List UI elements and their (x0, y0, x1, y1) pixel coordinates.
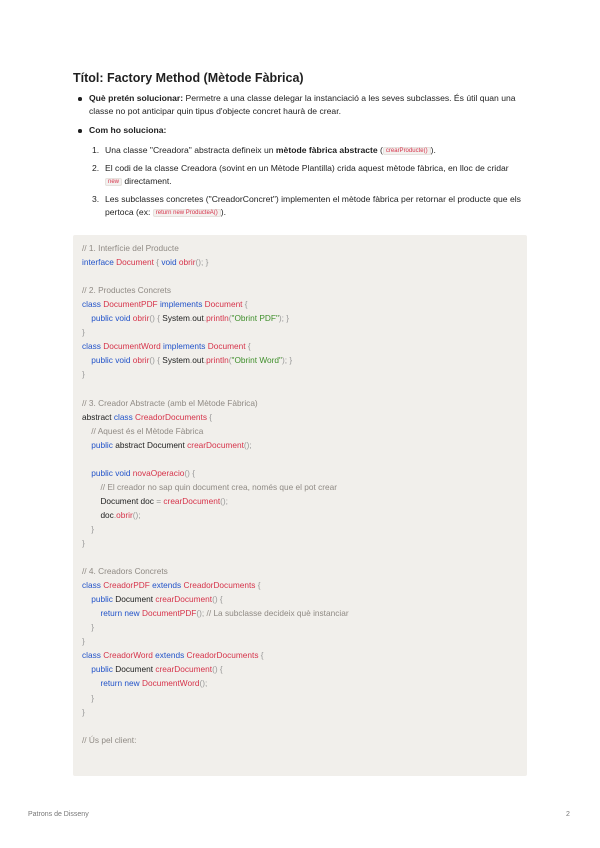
step-text: directament. (122, 176, 172, 187)
code-line (82, 719, 349, 733)
code-token: obrir (132, 313, 150, 324)
code-token: class (113, 411, 136, 422)
code-token: . (203, 355, 207, 366)
code-token: interface (82, 257, 117, 268)
code-token (82, 482, 100, 492)
code-token: // 1. Interfície del Producte (82, 243, 179, 253)
code-token: novaOperacio (132, 467, 185, 478)
code-line (82, 353, 349, 367)
code-token: (); } (195, 257, 209, 268)
code-token: class (82, 580, 104, 591)
step-item (89, 144, 523, 158)
code-line (82, 705, 349, 719)
code-token: implements (163, 341, 208, 352)
code-line (82, 367, 349, 381)
code-token: return new (100, 608, 142, 619)
code-token: { (209, 411, 213, 422)
code-token: "Obrint Word" (231, 355, 282, 366)
code-token: Document (116, 257, 157, 268)
code-token (82, 313, 91, 323)
code-line (82, 691, 349, 705)
code-token (82, 622, 91, 632)
code-token: // La subclasse decideix què instanciar (206, 608, 349, 619)
code-token: DocumentPDF (141, 608, 197, 619)
code-token: crearDocument (155, 594, 213, 605)
code-token: ); } (278, 313, 290, 324)
code-token (82, 608, 100, 618)
code-token: } (82, 369, 85, 380)
code-token: crearDocument (155, 664, 213, 675)
code-token: // 4. Creadors Concrets (82, 566, 168, 577)
code-token: abstract Document (115, 439, 188, 450)
code-token: void (161, 257, 179, 268)
code-token: public (91, 664, 116, 675)
code-token: } (82, 537, 85, 548)
code-token: ); } (281, 355, 293, 366)
code-line (82, 381, 349, 395)
code-token: } (82, 327, 85, 338)
step-number: 2. (92, 162, 100, 173)
code-line (82, 410, 349, 424)
step-text: El codi de la classe Creadora (sovint en un Mètode Plantilla) crida aquest mètode fàbrica, en lloc de cridar (105, 162, 509, 173)
code-token: extends (155, 650, 187, 661)
code-token: = (156, 495, 164, 506)
code-token (82, 524, 91, 534)
code-token: () { (149, 313, 163, 324)
code-line (82, 438, 349, 452)
code-token: . (113, 509, 117, 520)
code-token (82, 678, 100, 688)
code-token: class (82, 299, 104, 310)
step-text: ). (430, 144, 436, 155)
code-token: (); (220, 495, 228, 506)
code-token: DocumentWord (103, 341, 164, 352)
code-token: () { (212, 664, 223, 675)
code-token: DocumentPDF (103, 299, 160, 310)
code-line (82, 466, 349, 480)
code-token: } (82, 636, 85, 647)
code-line (82, 733, 349, 747)
code-token: (); (196, 608, 207, 619)
code-token: obrir (132, 355, 150, 366)
code-token: public (91, 439, 116, 450)
code-token: ( (228, 355, 232, 366)
problem-text: Permetre a una classe delegar la instanciació a les seves subclasses. És útil quan una classe no pot anticipar quin tipus d'objecte concret haurà de crear. (89, 93, 516, 117)
code-token: } (91, 523, 95, 534)
code-token (82, 664, 91, 674)
code-token: CreadorPDF (103, 580, 153, 591)
code-token: extends (152, 580, 184, 591)
code-line (82, 508, 349, 522)
code-token: (); (132, 509, 141, 520)
code-token: class (82, 341, 104, 352)
code-line (82, 494, 349, 508)
page-title: Títol: Factory Method (Mètode Fàbrica) (73, 71, 304, 85)
code-line (82, 578, 349, 592)
code-token: class (82, 650, 104, 661)
code-token: . (189, 355, 193, 366)
code-token: { (247, 341, 251, 352)
code-token (82, 693, 91, 703)
step-item (89, 193, 523, 220)
code-token: ( (228, 313, 232, 324)
code-line (82, 283, 349, 297)
code-token: println (206, 355, 229, 366)
code-token: Document (115, 594, 156, 605)
code-token: Document (204, 299, 245, 310)
code-block (82, 241, 349, 747)
code-line (82, 297, 349, 311)
step-number: 1. (92, 144, 100, 155)
code-line (82, 339, 349, 353)
code-token: (); (199, 678, 208, 689)
code-token: () { (212, 594, 223, 605)
code-token: { (244, 299, 248, 310)
code-token: CreadorDocuments (183, 580, 258, 591)
step-item (89, 162, 523, 189)
step-text: ( (377, 144, 383, 155)
step-bold: mètode fàbrica abstracte (275, 144, 378, 155)
code-line (82, 606, 349, 620)
code-token (82, 355, 91, 365)
code-line (82, 522, 349, 536)
code-token: () { (184, 467, 196, 478)
code-line (82, 311, 349, 325)
code-line (82, 241, 349, 255)
code-token: { (257, 580, 261, 591)
code-token: abstract (82, 411, 114, 422)
code-token: // Ús pel client: (82, 734, 137, 745)
code-token: () { (149, 355, 163, 366)
code-token: CreadorDocuments (135, 411, 210, 422)
code-line (82, 424, 349, 438)
inline-code: crearProducte() (383, 147, 431, 155)
code-line (82, 536, 349, 550)
code-token: } (91, 622, 95, 633)
code-token: out (192, 313, 204, 324)
code-line (82, 620, 349, 634)
code-token: obrir (178, 257, 196, 268)
code-token: (); (243, 439, 252, 450)
code-line (82, 634, 349, 648)
code-line (82, 648, 349, 662)
code-token: doc (82, 509, 114, 520)
code-token: // 2. Productes Concrets (82, 285, 172, 296)
code-line (82, 564, 349, 578)
code-token (82, 468, 91, 478)
code-token: crearDocument (187, 439, 244, 450)
code-line (82, 662, 349, 676)
code-token: public void (91, 355, 133, 366)
code-token: { (260, 650, 264, 661)
code-token: } (91, 692, 95, 703)
code-token: // Aquest és el Mètode Fàbrica (91, 425, 204, 436)
code-token: Document (207, 341, 248, 352)
code-token: } (82, 706, 85, 717)
code-token: . (189, 313, 193, 324)
code-token: return new (100, 678, 142, 689)
code-token: CreadorWord (103, 650, 156, 661)
footer-title: Patrons de Disseny (28, 811, 89, 818)
code-line (82, 592, 349, 606)
code-line (82, 452, 349, 466)
step-text: ). (220, 207, 227, 218)
code-line (82, 269, 349, 283)
inline-code: return new ProducteA() (153, 209, 221, 217)
inline-code: new (105, 178, 122, 186)
code-token: out (192, 355, 204, 366)
code-line (82, 255, 349, 269)
code-line (82, 396, 349, 410)
step-number: 3. (92, 194, 100, 205)
code-token (82, 594, 91, 604)
code-token: CreadorDocuments (186, 650, 261, 661)
code-token: "Obrint PDF" (231, 313, 279, 324)
bullet-problem (73, 92, 523, 118)
code-token: . (203, 313, 207, 324)
code-token: DocumentWord (141, 678, 200, 689)
code-token: public void (91, 467, 133, 478)
code-token: // 3. Creador Abstracte (amb el Mètode Fàbrica) (82, 397, 258, 408)
code-token: obrir (116, 509, 133, 520)
code-token: Document (115, 664, 156, 675)
code-line (82, 325, 349, 339)
code-token: { (156, 257, 162, 268)
code-line (82, 480, 349, 494)
page-number: 2 (566, 811, 570, 818)
bullet-list (73, 92, 523, 227)
code-token (82, 426, 91, 436)
problem-label: Què pretén solucionar: (89, 93, 184, 103)
code-token: System (162, 313, 190, 324)
code-token: // El creador no sap quin document crea, només que el pot crear (100, 481, 338, 492)
step-text: Una classe "Creadora" abstracta defineix un (105, 144, 276, 155)
steps-list (89, 144, 523, 221)
code-line (82, 550, 349, 564)
code-token: System (162, 355, 190, 366)
solution-label: Com ho soluciona: (89, 125, 167, 136)
code-token: println (206, 313, 229, 324)
bullet-solution (73, 124, 523, 220)
code-token (82, 440, 91, 450)
code-token: public (91, 594, 116, 605)
code-token: Document doc (82, 495, 157, 506)
code-token: implements (159, 299, 205, 310)
code-token: crearDocument (163, 495, 221, 506)
step-text: Les subclasses concretes ("CreadorConcret") implementen el mètode fàbrica per retornar el producte que els pertoca (ex: (105, 194, 521, 218)
code-token: public void (91, 313, 133, 324)
code-line (82, 676, 349, 690)
